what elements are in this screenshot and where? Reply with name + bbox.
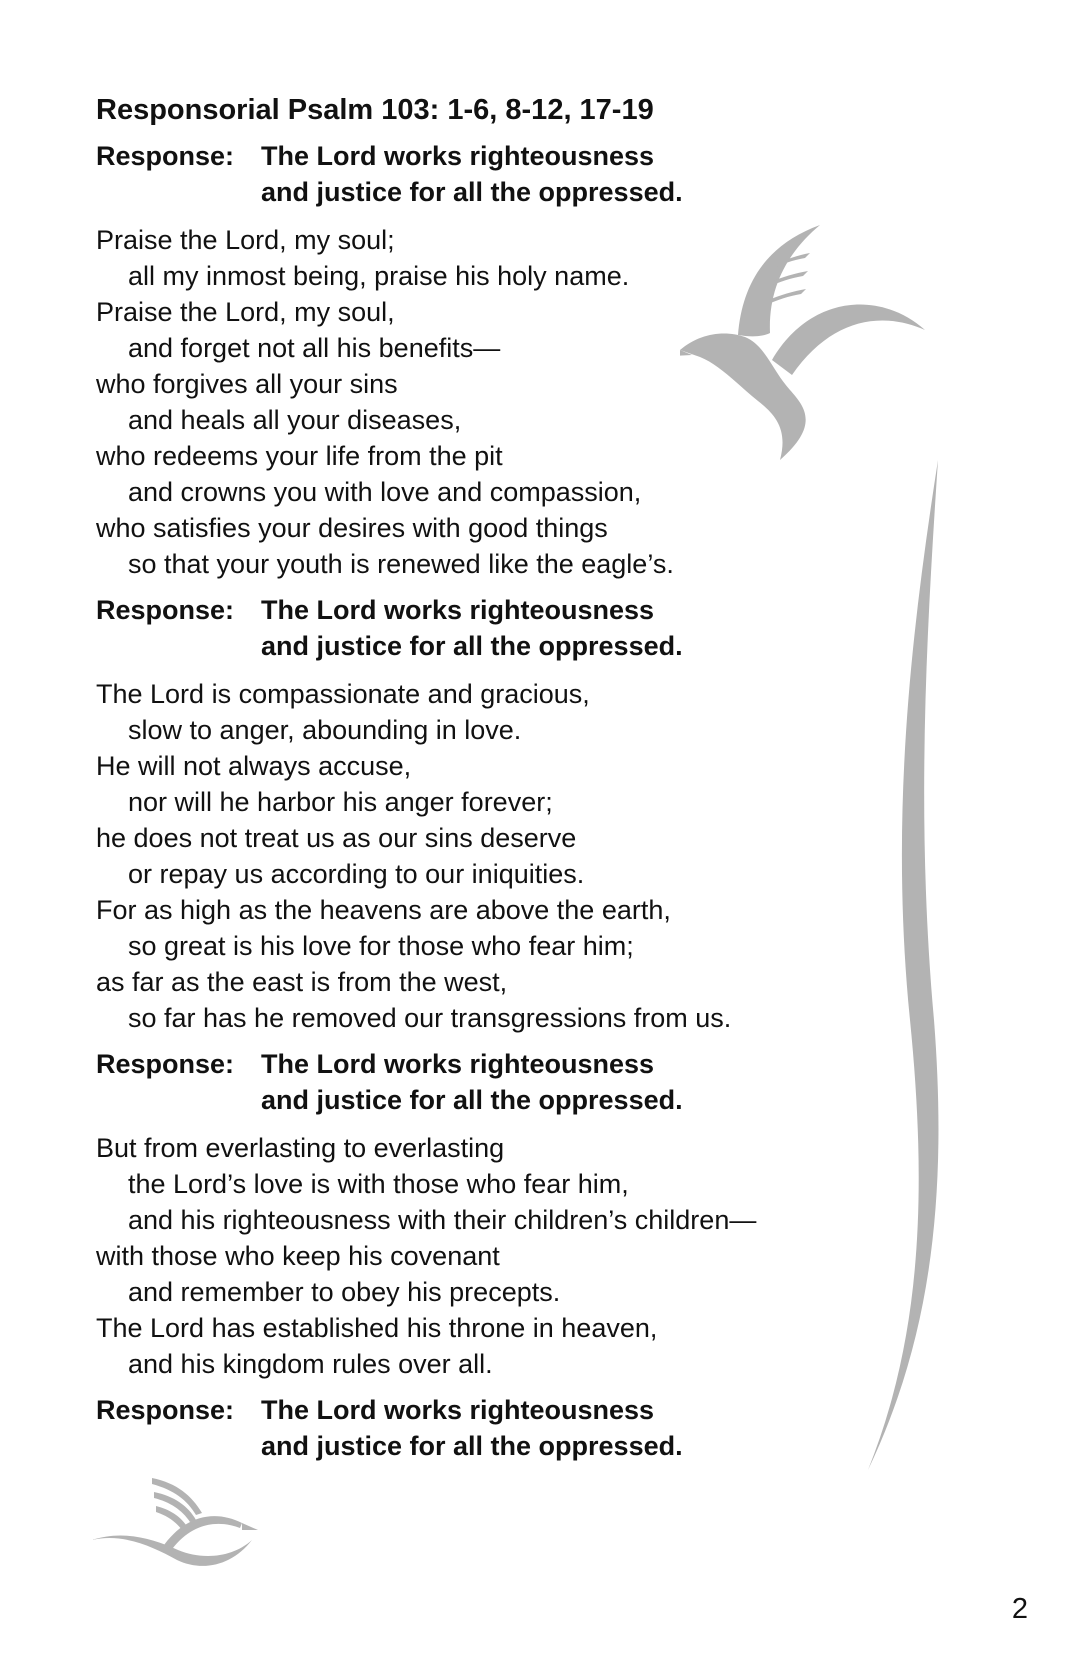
verse-line: Praise the Lord, my soul; [96, 225, 395, 255]
verse-line: with those who keep his covenant [96, 1241, 500, 1271]
verse-line: the Lord’s love is with those who fear him, [128, 1169, 629, 1199]
verse-line: The Lord is compassionate and gracious, [96, 679, 590, 709]
verse-line: who redeems your life from the pit [96, 441, 503, 471]
response-line-2: and justice for all the oppressed. [261, 631, 683, 661]
verse-line: who satisfies your desires with good things [96, 513, 608, 543]
verse-line: and his righteousness with their children’s children— [128, 1205, 757, 1235]
verse-line: nor will he harbor his anger forever; [128, 787, 553, 817]
small-dove-icon [92, 1478, 262, 1568]
stanza-2 [96, 676, 856, 1036]
verse-line: who forgives all your sins [96, 369, 398, 399]
verse-line: and his kingdom rules over all. [128, 1349, 493, 1379]
verse-line: so great is his love for those who fear him; [128, 931, 634, 961]
verse-line: and heals all your diseases, [128, 405, 462, 435]
verse-line: He will not always accuse, [96, 751, 412, 781]
response-block [96, 138, 856, 210]
response-line-2: and justice for all the oppressed. [261, 1431, 683, 1461]
response-label: Response: [96, 595, 235, 625]
verse-line: slow to anger, abounding in love. [128, 715, 522, 745]
verse-line: Praise the Lord, my soul, [96, 297, 395, 327]
stem-decoration [850, 460, 980, 1480]
verse-line: or repay us according to our iniquities. [128, 859, 585, 889]
verse-line: But from everlasting to everlasting [96, 1133, 505, 1163]
verse-line: and crowns you with love and compassion, [128, 477, 642, 507]
verse-line: For as high as the heavens are above the earth, [96, 895, 671, 925]
verse-line: and forget not all his benefits— [128, 333, 501, 363]
response-line-1: The Lord works righteousness [261, 141, 655, 171]
response-block [96, 1046, 856, 1118]
response-label: Response: [96, 141, 235, 171]
verse-line: all my inmost being, praise his holy name. [128, 261, 630, 291]
psalm-content [96, 92, 856, 1476]
stanza-1 [96, 222, 856, 582]
page-number: 2 [1011, 1593, 1028, 1625]
response-line-1: The Lord works righteousness [261, 595, 655, 625]
verse-line: he does not treat us as our sins deserve [96, 823, 577, 853]
verse-line: and remember to obey his precepts. [128, 1277, 561, 1307]
verse-line: so far has he removed our transgressions from us. [128, 1003, 732, 1033]
stanza-3 [96, 1130, 856, 1382]
page-title: Responsorial Psalm 103: 1-6, 8-12, 17-19 [96, 94, 654, 126]
verse-line: The Lord has established his throne in heaven, [96, 1313, 658, 1343]
response-block [96, 1392, 856, 1464]
response-block [96, 592, 856, 664]
response-label: Response: [96, 1049, 235, 1079]
verse-line: as far as the east is from the west, [96, 967, 508, 997]
response-line-2: and justice for all the oppressed. [261, 177, 683, 207]
response-line-1: The Lord works righteousness [261, 1049, 655, 1079]
response-label: Response: [96, 1395, 235, 1425]
verse-line: so that your youth is renewed like the eagle’s. [128, 549, 674, 579]
response-line-1: The Lord works righteousness [261, 1395, 655, 1425]
response-line-2: and justice for all the oppressed. [261, 1085, 683, 1115]
